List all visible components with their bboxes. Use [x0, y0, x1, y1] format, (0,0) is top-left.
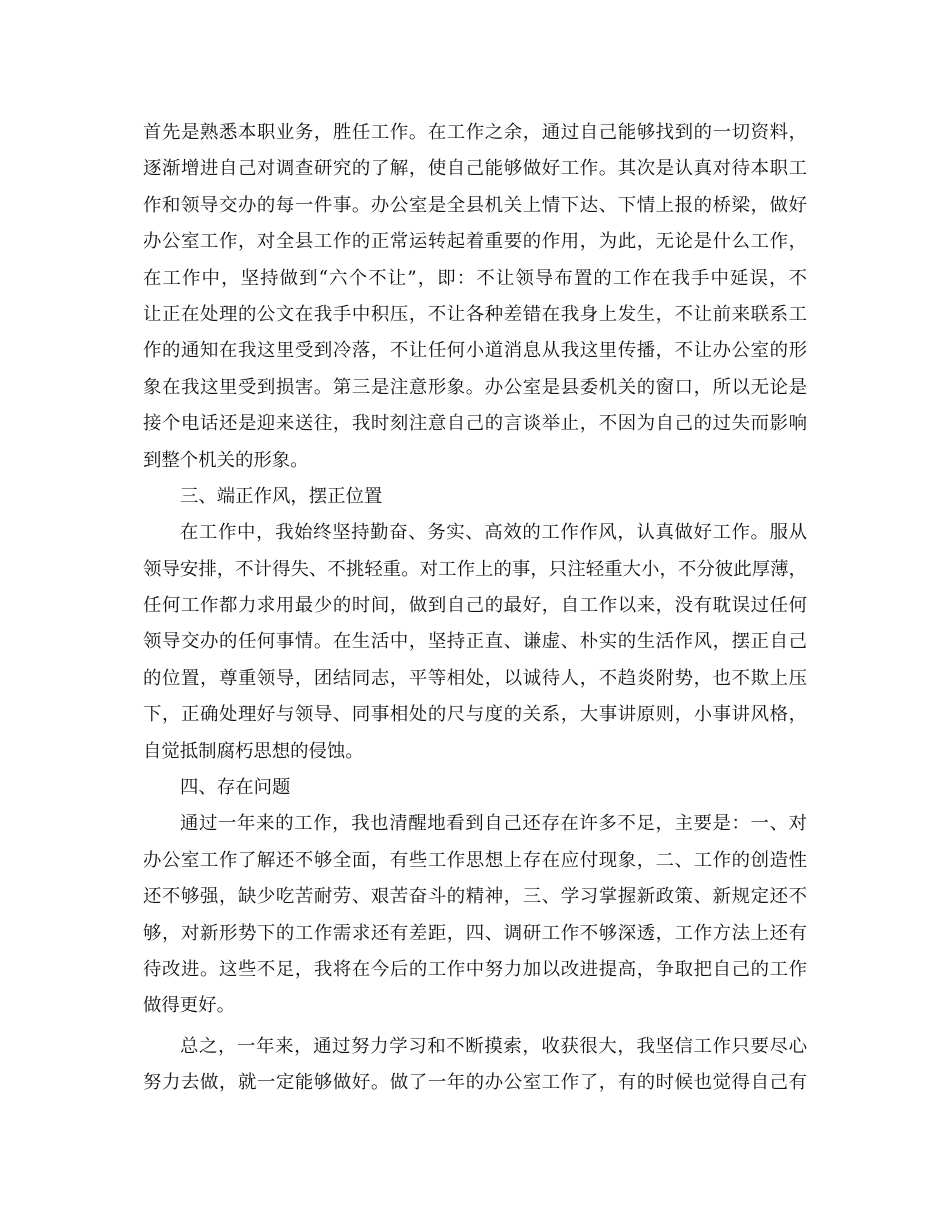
paragraph-line: 让正在处理的公文在我手中积压，不让各种差错在我身上发生，不让前来联系工	[143, 303, 807, 325]
paragraph-line: 领导交办的任何事情。在生活中，坚持正直、谦虚、朴实的生活作风，摆正自己	[143, 631, 807, 653]
paragraph-line: 做得更好。	[143, 995, 235, 1017]
paragraph-line: 下，正确处理好与领导、同事相处的尺与度的关系，大事讲原则，小事讲风格，	[143, 704, 807, 726]
paragraph-line: 努力去做，就一定能够做好。做了一年的办公室工作了，有的时候也觉得自己有	[143, 1072, 807, 1094]
paragraph-line: 够，对新形势下的工作需求还有差距，四、调研工作不够深透，工作方法上还有	[143, 922, 807, 944]
paragraph-line: 作的通知在我这里受到冷落，不让任何小道消息从我这里传播，不让办公室的形	[143, 340, 807, 362]
paragraph-line: 在工作中，我始终坚持勤奋、务实、高效的工作作风，认真做好工作。服从	[180, 522, 807, 544]
paragraph-line: 办公室工作，对全县工作的正常运转起着重要的作用，为此，无论是什么工作，	[143, 231, 807, 253]
paragraph-line: 在工作中，坚持做到“六个不让”，即：不让领导布置的工作在我手中延误，不	[143, 267, 807, 289]
paragraph-line: 象在我这里受到损害。第三是注意形象。办公室是县委机关的窗口，所以无论是	[143, 376, 807, 398]
paragraph-line: 作和领导交办的每一件事。办公室是全县机关上情下达、下情上报的桥梁，做好	[143, 194, 807, 216]
paragraph-line: 接个电话还是迎来送往，我时刻注意自己的言谈举止，不因为自己的过失而影响	[143, 413, 807, 435]
paragraph-line: 的位置，尊重领导，团结同志，平等相处，以诚待人，不趋炎附势，也不欺上压	[143, 667, 807, 689]
paragraph-line: 通过一年来的工作，我也清醒地看到自己还存在许多不足，主要是：一、对	[180, 813, 807, 835]
paragraph-line: 领导安排，不计得失、不挑轻重。对工作上的事，只注轻重大小，不分彼此厚薄，	[143, 558, 807, 580]
paragraph-line: 首先是熟悉本职业务，胜任工作。在工作之余，通过自己能够找到的一切资料，	[143, 122, 807, 143]
paragraph-line: 任何工作都力求用最少的时间，做到自己的最好，自工作以来，没有耽误过任何	[143, 595, 807, 617]
paragraph-line: 逐渐增进自己对调查研究的了解，使自己能够做好工作。其次是认真对待本职工	[143, 158, 807, 180]
section-heading: 四、存在问题	[180, 777, 291, 799]
paragraph-line: 总之，一年来，通过努力学习和不断摸索，收获很大，我坚信工作只要尽心	[180, 1035, 807, 1057]
section-heading: 三、端正作风，摆正位置	[180, 485, 383, 507]
paragraph-line: 自觉抵制腐朽思想的侵蚀。	[143, 740, 364, 762]
document-page	[143, 115, 807, 1102]
paragraph-line: 还不够强，缺少吃苦耐劳、艰苦奋斗的精神，三、学习掌握新政策、新规定还不	[143, 886, 807, 908]
paragraph-line: 待改进。这些不足，我将在今后的工作中努力加以改进提高，争取把自己的工作	[143, 958, 807, 980]
paragraph-line: 到整个机关的形象。	[143, 449, 309, 471]
paragraph-line: 办公室工作了解还不够全面，有些工作思想上存在应付现象，二、工作的创造性	[143, 849, 807, 871]
